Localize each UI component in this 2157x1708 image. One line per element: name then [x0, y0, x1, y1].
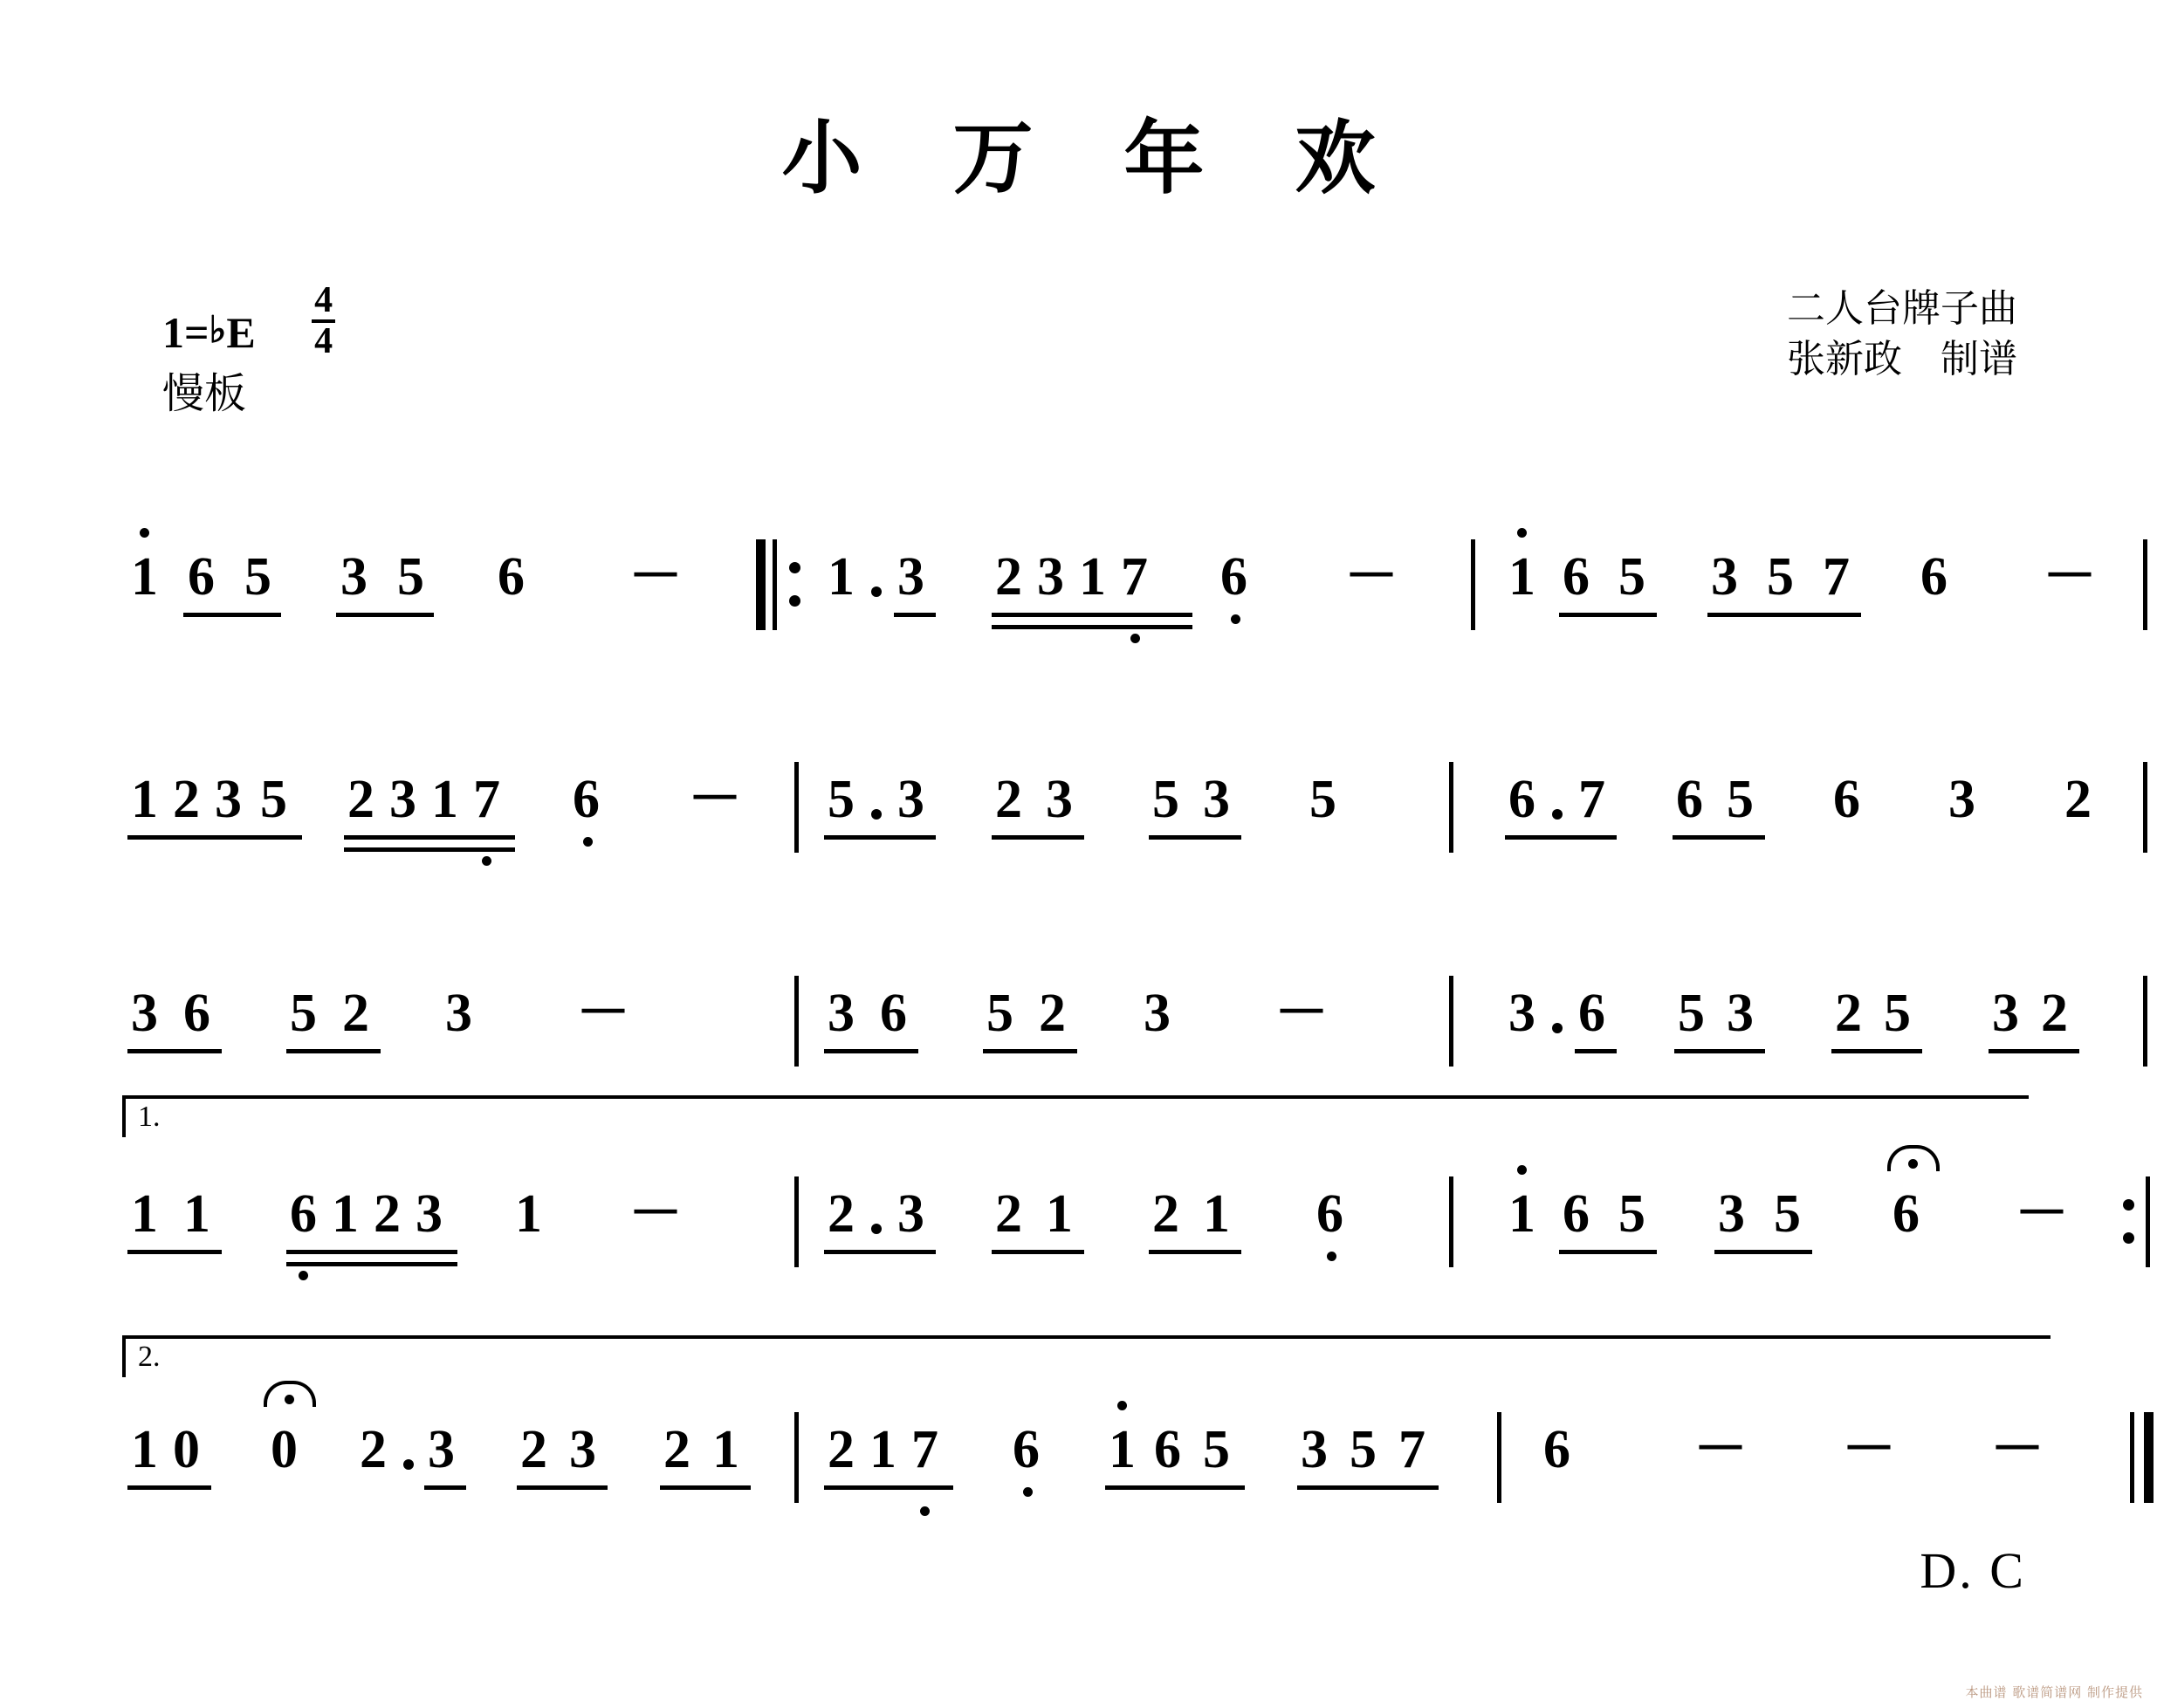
meter-numerator: 4: [312, 284, 335, 323]
meter-denominator: 4: [314, 320, 333, 361]
key-signature-block: [162, 280, 335, 361]
credit-line-1: 二人台牌子曲: [1787, 286, 2017, 331]
music-system-3: 3 6 5 2 3 － 3 6 5 2 3 － 3 6 5 3 2 5 3 2: [0, 960, 2157, 1117]
tempo-marking: 慢板: [162, 369, 247, 418]
watermark: 本曲谱 歌谱简谱网 制作提供: [1965, 1684, 2143, 1700]
volta-1-label: 1.: [138, 1101, 161, 1133]
key-signature: 1=♭E: [162, 307, 256, 357]
volta-bracket-2: [122, 1335, 2051, 1377]
fermata-icon: [264, 1381, 316, 1407]
fermata-icon: [1887, 1145, 1940, 1171]
page-title: 小 万 年 欢: [781, 112, 1407, 205]
credit-line-2: 张新政 制谱: [1787, 337, 2017, 382]
music-system-1: 1 6 5 3 5 6 － 1 3 2 3 1 7 6 － 1 6 5 3 5 7 6 －: [0, 524, 2157, 681]
volta-2-label: 2.: [138, 1341, 161, 1373]
music-system-4: 1 1 6 1 2 3 1 － 2 3 2 1 2 1 6 1 6 5 3 5 6 －: [0, 1161, 2157, 1318]
volta-bracket-1: [122, 1095, 2029, 1137]
da-capo-marking: D. C: [1920, 1542, 2026, 1599]
music-system-5: 1 0 0 2 3 2 3 2 1 2 1 7 6 1 6 5 3 5 7 6 － － －: [0, 1396, 2157, 1554]
time-signature: [312, 280, 335, 361]
credits: [1787, 284, 2017, 385]
music-system-2: 1 2 3 5 2 3 1 7 6 － 5 3 2 3 5 3 5 6 7 6 5 6 3 2: [0, 746, 2157, 903]
